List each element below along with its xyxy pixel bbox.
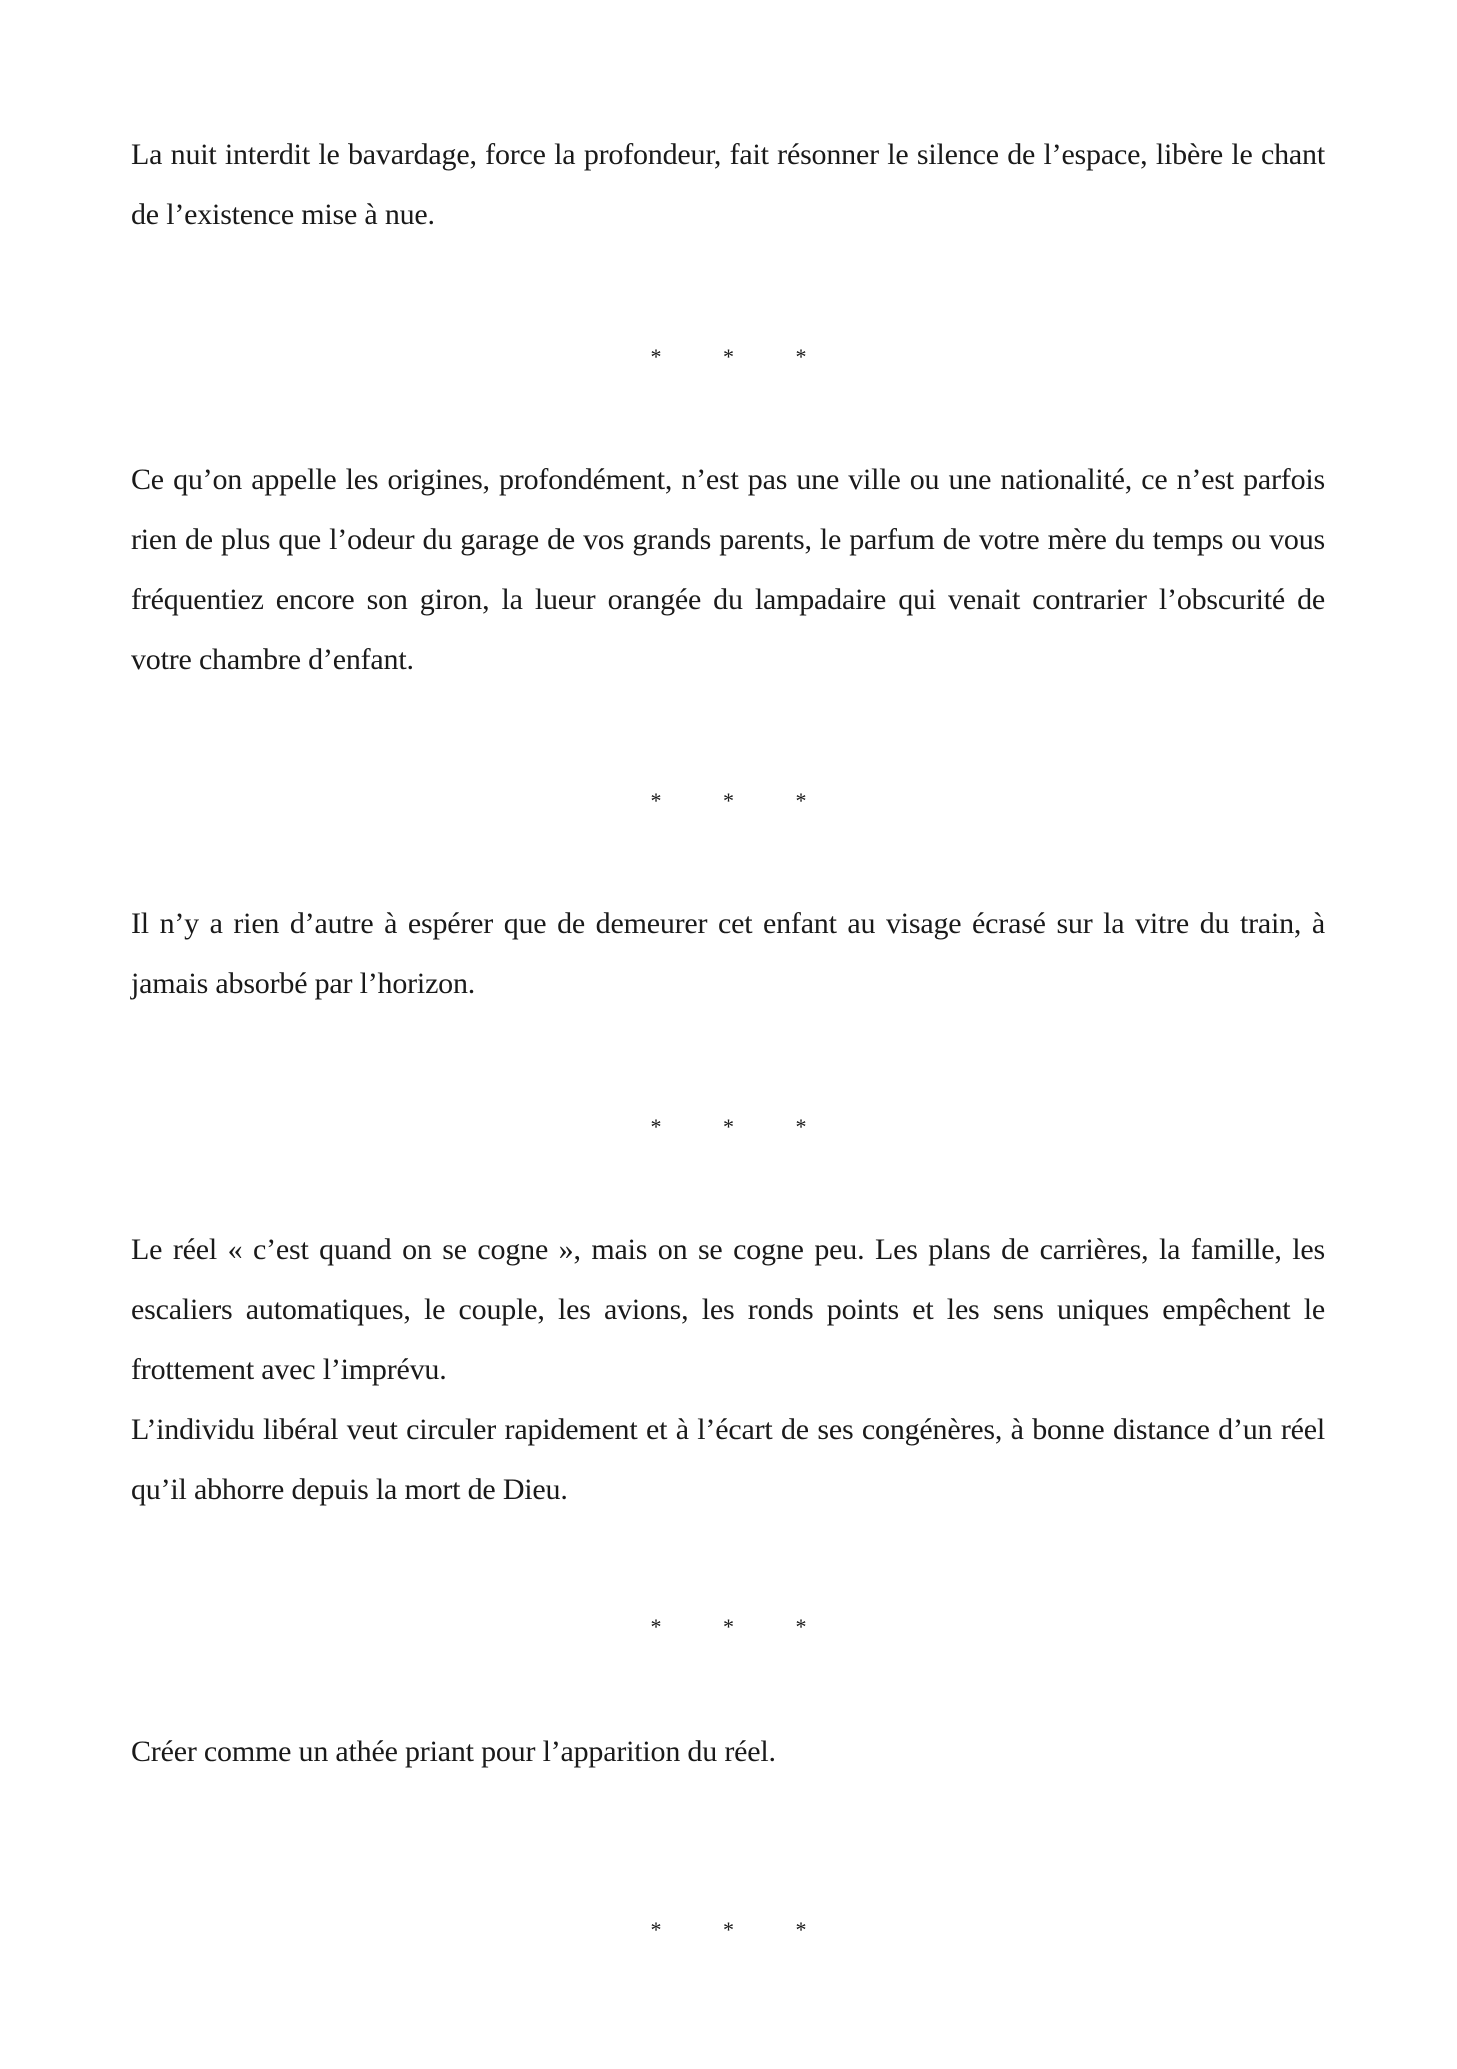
paragraph-atheist [131,1722,1325,1782]
paragraph-real [131,1220,1325,1520]
paragraph-text: Créer comme un athée priant pour l’apparition du réel. [131,1735,776,1768]
paragraph-text: Ce qu’on appelle les origines, profondément, n’est pas une ville ou une nationalité, ce n’est parfois rien de plus que l’odeur du garage de vos grands parents, le parfum de votre mère du temps ou vous fréquentiez encore son giron, la lueur orangée du lampadaire qui venait contrarier l’obscurité de votre chambre d’enfant. [131,463,1325,676]
section-separator: * * * [650,344,835,369]
paragraph-text: La nuit interdit le bavardage, force la profondeur, fait résonner le silence de l’espace, libère le chant de l’existence mise à nue. [131,138,1325,231]
paragraph-text: Il n’y a rien d’autre à espérer que de demeurer cet enfant au visage écrasé sur la vitre du train, à jamais absorbé par l’horizon. [131,907,1325,1000]
paragraph-origins [131,450,1325,690]
section-separator: * * * [650,1114,835,1139]
section-separator: * * * [650,1917,835,1942]
section-separator: * * * [650,788,835,813]
paragraph-night [131,125,1325,245]
paragraph-text-continued: L’individu libéral veut circuler rapidement et à l’écart de ses congénères, à bonne distance d’un réel qu’il abhorre depuis la mort de Dieu. [131,1413,1325,1506]
paragraph-text: Le réel « c’est quand on se cogne », mais on se cogne peu. Les plans de carrières, la famille, les escaliers automatiques, le couple, les avions, les ronds points et les sens uniques empêchent le frottement avec l’imprévu. [131,1233,1325,1386]
section-separator: * * * [650,1614,835,1639]
paragraph-child [131,894,1325,1014]
